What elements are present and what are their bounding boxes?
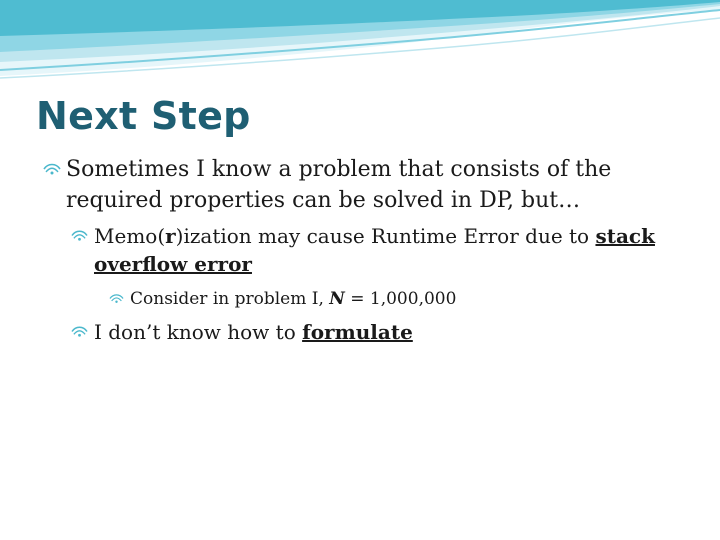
- point-text-variable: N: [329, 289, 345, 309]
- bullet-point-level3: [94, 286, 692, 312]
- point-text: Sometimes I know a problem that consists of the required properties can be solved in DP, but…: [66, 157, 612, 213]
- bullet-icon: [42, 161, 62, 177]
- bullet-icon: [70, 324, 89, 339]
- slide-title: Next Step: [36, 94, 251, 138]
- point-text-mid: )ization may cause Runtime Error due to: [175, 224, 596, 248]
- point-text-prefix: Consider in problem I,: [130, 289, 330, 309]
- header-wave-decoration: [0, 0, 720, 90]
- bullet-point-level2: [70, 318, 692, 346]
- point-text-emphasis: stack overflow error: [94, 224, 655, 276]
- point-text-bold-r: r: [165, 224, 176, 248]
- bullet-point-level2: [70, 222, 692, 278]
- point-text-prefix: I don’t know how to: [94, 320, 303, 344]
- point-text-emphasis: formulate: [302, 320, 413, 344]
- bullet-icon: [70, 228, 89, 243]
- slide-body: [42, 154, 692, 354]
- bullet-icon: [108, 292, 125, 305]
- point-text-prefix: Memo(: [94, 224, 166, 248]
- bullet-point-level1: [42, 154, 692, 216]
- point-text-suffix: = 1,000,000: [344, 289, 457, 309]
